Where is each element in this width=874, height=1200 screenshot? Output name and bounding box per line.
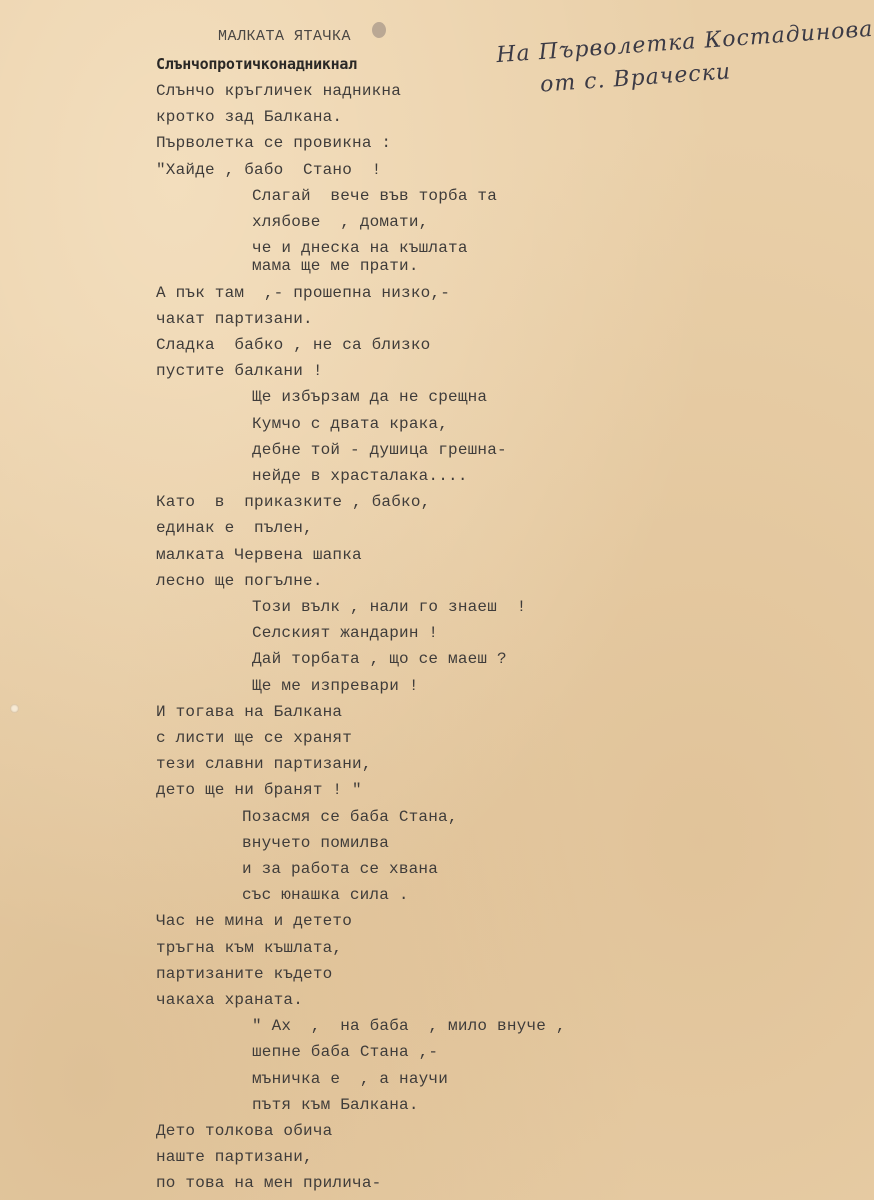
poem-line: Дай торбата , що се маеш ? (252, 650, 507, 669)
poem-line: шепне баба Стана ,- (252, 1043, 439, 1062)
poem-line: Слагай вече във торба та (252, 186, 498, 205)
poem-line: нейде в храсталака.... (252, 467, 468, 485)
ink-blot (372, 22, 386, 38)
poem-line: кротко зад Балкана. (156, 108, 343, 127)
poem-line: Позасмя се баба Стана, (242, 807, 458, 826)
poem-line: пътя към Балкана. (252, 1095, 419, 1114)
poem-line: Сладка бабко , не са близко (156, 336, 431, 354)
poem-line: малката Червена шапка (156, 545, 362, 564)
poem-line: по това на мен прилича- (156, 1174, 382, 1193)
poem-title: МАЛКАТА ЯТАЧКА (218, 28, 352, 45)
handwritten-note-line-1: На Първолетка Костадинова (495, 16, 874, 69)
overstruck-line: Слънчопротичконадникнал (156, 55, 357, 73)
poem-line: мъничка е , а научи (252, 1069, 449, 1088)
poem-line: чакаха храната. (156, 991, 304, 1009)
poem-line: Слънчо кръгличек надникна (156, 82, 402, 100)
poem-line: и за работа се хвана (242, 860, 439, 878)
poem-line: лесно ще погълне. (156, 571, 323, 590)
poem-line: чакат партизани. (156, 309, 313, 328)
poem-line: тръгна към къшлата, (156, 938, 343, 957)
poem-line: А пък там ,- прошепна низко,- (156, 283, 451, 302)
poem-line: с листи ще се хранят (156, 729, 353, 747)
poem-line: наште партизани, (156, 1148, 313, 1167)
poem-line: че и днеска на къшлата (252, 239, 468, 258)
poem-line: Ще ме изпревари ! (252, 676, 419, 695)
poem-line: Като в приказките , бабко, (156, 493, 431, 512)
poem-line: И тогава на Балкана (156, 702, 343, 721)
poem-line: дето ще ни бранят ! " (156, 781, 362, 800)
poem-line: Кумчо с двата крака, (252, 414, 449, 433)
poem-line: със юнашка сила . (242, 886, 409, 905)
punch-hole (10, 704, 19, 713)
poem-line: пустите балкани ! (156, 362, 323, 381)
poem-line: Този вълк , нали го знаеш ! (252, 598, 527, 616)
poem-line: внучето помилва (242, 833, 390, 852)
poem-line: тези славни партизани, (156, 755, 372, 774)
poem-line: мама ще ме прати. (252, 257, 419, 276)
poem-line: "Хайде , бабо Стано ! (156, 160, 382, 179)
poem-line: дебне той - душица грешна- (252, 440, 507, 459)
poem-line: Дето толкова обича (156, 1122, 333, 1140)
poem-line: " Ах , на баба , мило внуче , (252, 1017, 566, 1036)
poem-line: партизаните където (156, 964, 333, 983)
poem-line: хлябове , домати, (252, 213, 429, 231)
poem-line: Селският жандарин ! (252, 624, 439, 643)
poem-line: Час не мина и детето (156, 912, 353, 931)
handwritten-note-line-2: от с. Врачески (539, 59, 732, 98)
poem-line: единак е пълен, (156, 519, 313, 538)
poem-line: Ще избързам да не срещна (252, 388, 488, 407)
poem-line: Първолетка се провикна : (156, 134, 392, 153)
